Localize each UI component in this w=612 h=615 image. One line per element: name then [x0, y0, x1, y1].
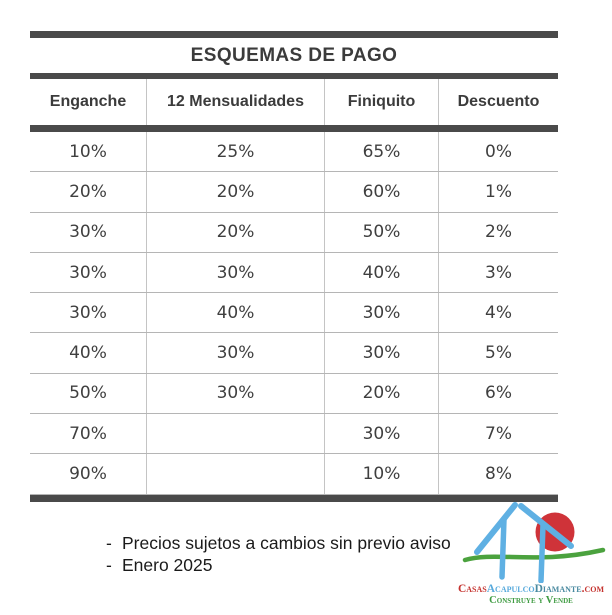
- table-cell: 20%: [147, 213, 325, 252]
- house-logo-icon: [451, 499, 611, 583]
- table-cell: 1%: [485, 181, 512, 202]
- brand-domain: .com: [581, 583, 605, 595]
- table-row: [30, 374, 558, 414]
- company-logo: [451, 499, 611, 607]
- note-line: [106, 555, 451, 577]
- dash-bullet: -: [106, 533, 112, 553]
- page-title: ESQUEMAS DE PAGO: [190, 44, 398, 66]
- table-cell: 50%: [325, 213, 439, 252]
- table-row: [30, 253, 558, 293]
- note-text: Precios sujetos a cambios sin previo aviso: [122, 533, 451, 553]
- brand-acapulco: Acapulco: [486, 583, 535, 595]
- table-cell: [147, 414, 325, 453]
- table-title-row: [30, 38, 558, 73]
- table-cell: 0%: [485, 141, 512, 162]
- table-cell: 10%: [30, 132, 147, 171]
- table-cell: 4%: [485, 302, 512, 323]
- table-cell: 65%: [325, 132, 439, 171]
- table-cell: 40%: [30, 333, 147, 372]
- table-cell: 3%: [485, 262, 512, 283]
- column-header-descuento: Descuento: [457, 93, 540, 110]
- brand-casas: Casas: [457, 583, 487, 595]
- table-cell: 30%: [30, 253, 147, 292]
- table-cell: 30%: [147, 374, 325, 413]
- table-cell: 7%: [485, 423, 512, 444]
- table-cell: 30%: [30, 293, 147, 332]
- column-header-mensualidades: 12 Mensualidades: [147, 79, 325, 125]
- table-cell: 70%: [30, 414, 147, 453]
- table-header-row: [30, 79, 558, 125]
- table-cell: [147, 454, 325, 493]
- table-cell: 20%: [325, 374, 439, 413]
- table-row: [30, 333, 558, 373]
- table-cell: 30%: [325, 414, 439, 453]
- house-roof-left: [477, 505, 515, 552]
- table-cell: 60%: [325, 172, 439, 211]
- notes-section: [106, 533, 451, 576]
- table-cell: 30%: [147, 333, 325, 372]
- column-header-enganche: Enganche: [30, 79, 147, 125]
- table-cell: 20%: [147, 172, 325, 211]
- table-row: [30, 454, 558, 494]
- table-cell: 5%: [485, 343, 512, 364]
- top-bar: [30, 31, 558, 38]
- table-cell: 40%: [325, 253, 439, 292]
- table-row: [30, 172, 558, 212]
- table-cell: 25%: [147, 132, 325, 171]
- table-cell: 8%: [485, 464, 512, 485]
- grass-swoosh-icon: [465, 550, 603, 560]
- brand-tagline: Construye y Vende: [489, 595, 573, 606]
- house-right-wall: [541, 525, 543, 581]
- table-cell: 6%: [485, 383, 512, 404]
- table-row: [30, 213, 558, 253]
- brand-name: [451, 583, 611, 595]
- header-divider-bar: [30, 125, 558, 132]
- brand-diamante: Diamante: [534, 583, 582, 595]
- table-cell: 40%: [147, 293, 325, 332]
- table-cell: 50%: [30, 374, 147, 413]
- table-row: [30, 293, 558, 333]
- payment-schemes-table: [30, 31, 558, 502]
- table-cell: 20%: [30, 172, 147, 211]
- table-cell: 10%: [325, 454, 439, 493]
- table-row: [30, 132, 558, 172]
- column-header-finiquito: Finiquito: [325, 79, 439, 125]
- table-cell: 30%: [30, 213, 147, 252]
- house-left-wall: [502, 519, 504, 577]
- table-row: [30, 414, 558, 454]
- note-line: [106, 533, 451, 555]
- table-cell: 30%: [325, 293, 439, 332]
- dash-bullet: -: [106, 554, 112, 575]
- note-text: Enero 2025: [122, 554, 213, 575]
- table-cell: 30%: [147, 253, 325, 292]
- table-cell: 90%: [30, 454, 147, 493]
- table-cell: 30%: [325, 333, 439, 372]
- table-cell: 2%: [485, 222, 512, 243]
